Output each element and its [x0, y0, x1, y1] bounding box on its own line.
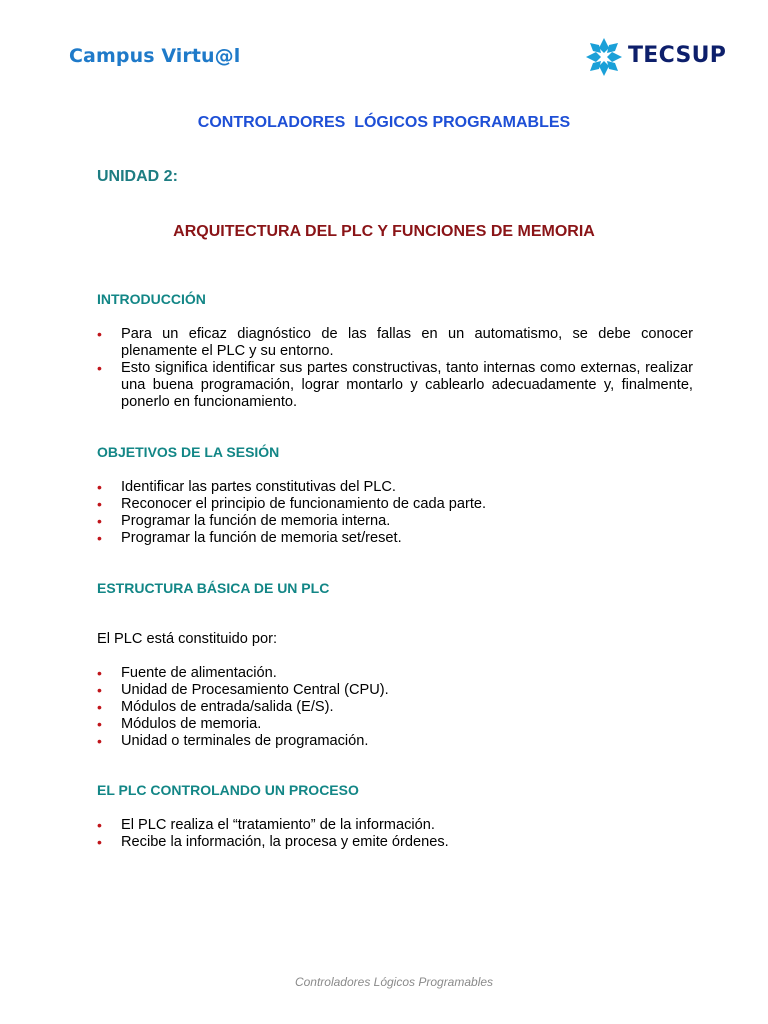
tecsup-logo — [584, 36, 727, 80]
bullet-icon: • — [97, 496, 102, 512]
process-list — [97, 817, 693, 851]
bullet-icon: • — [97, 682, 102, 698]
section-heading-proceso: EL PLC CONTROLANDO UN PROCESO — [97, 782, 359, 798]
bullet-icon: • — [97, 699, 102, 715]
section-heading-estructura: ESTRUCTURA BÁSICA DE UN PLC — [97, 580, 330, 596]
list-item: • Recibe la información, la procesa y emite órdenes. — [97, 834, 449, 850]
tecsup-mark-icon — [584, 36, 624, 78]
list-item: • Unidad de Procesamiento Central (CPU). — [97, 682, 389, 698]
bullet-icon: • — [97, 479, 102, 495]
list-item: • Esto significa identificar sus partes constructivas, tanto internas como externas, realizar una buena programación, lograr montarlo y cablearlo adecuadamente y, finalmente, ponerlo en funcionamiento. — [97, 360, 693, 410]
list-item: • Fuente de alimentación. — [97, 665, 277, 681]
bullet-icon: • — [97, 326, 102, 342]
list-item: • Unidad o terminales de programación. — [97, 733, 369, 749]
tecsup-logo-text: TECSUP — [628, 43, 727, 68]
structure-lead: El PLC está constituido por: — [97, 631, 278, 647]
bullet-icon: • — [97, 513, 102, 529]
bullet-icon: • — [97, 834, 102, 850]
list-item: • Módulos de entrada/salida (E/S). — [97, 699, 334, 715]
campus-virtual-brand: Campus Virtu@l — [69, 45, 241, 67]
objectives-list — [97, 479, 693, 547]
unit-label: UNIDAD 2: — [97, 168, 178, 185]
list-item: • Reconocer el principio de funcionamiento de cada parte. — [97, 496, 487, 512]
section-heading-introduccion: INTRODUCCIÓN — [97, 291, 206, 307]
list-item: • Módulos de memoria. — [97, 716, 262, 732]
section-heading-objetivos: OBJETIVOS DE LA SESIÓN — [97, 444, 280, 460]
list-item: • Identificar las partes constitutivas del PLC. — [97, 479, 396, 495]
bullet-icon: • — [97, 817, 102, 833]
bullet-icon: • — [97, 665, 102, 681]
list-item: • Programar la función de memoria interna. — [97, 513, 391, 529]
bullet-icon: • — [97, 733, 102, 749]
intro-list — [97, 326, 693, 411]
structure-list — [97, 665, 693, 750]
bullet-icon: • — [97, 716, 102, 732]
bullet-icon: • — [97, 360, 102, 376]
unit-subtitle: ARQUITECTURA DEL PLC Y FUNCIONES DE MEMORIA — [173, 223, 595, 240]
list-item: • El PLC realiza el “tratamiento” de la información. — [97, 817, 435, 833]
page-footer: Controladores Lógicos Programables — [294, 975, 494, 989]
list-item: • Para un eficaz diagnóstico de las fallas en un automatismo, se debe conocer plenamente el PLC y su entorno. — [97, 326, 693, 359]
bullet-icon: • — [97, 530, 102, 546]
list-item: • Programar la función de memoria set/reset. — [97, 530, 402, 546]
document-title: CONTROLADORES LÓGICOS PROGRAMABLES — [197, 114, 571, 131]
